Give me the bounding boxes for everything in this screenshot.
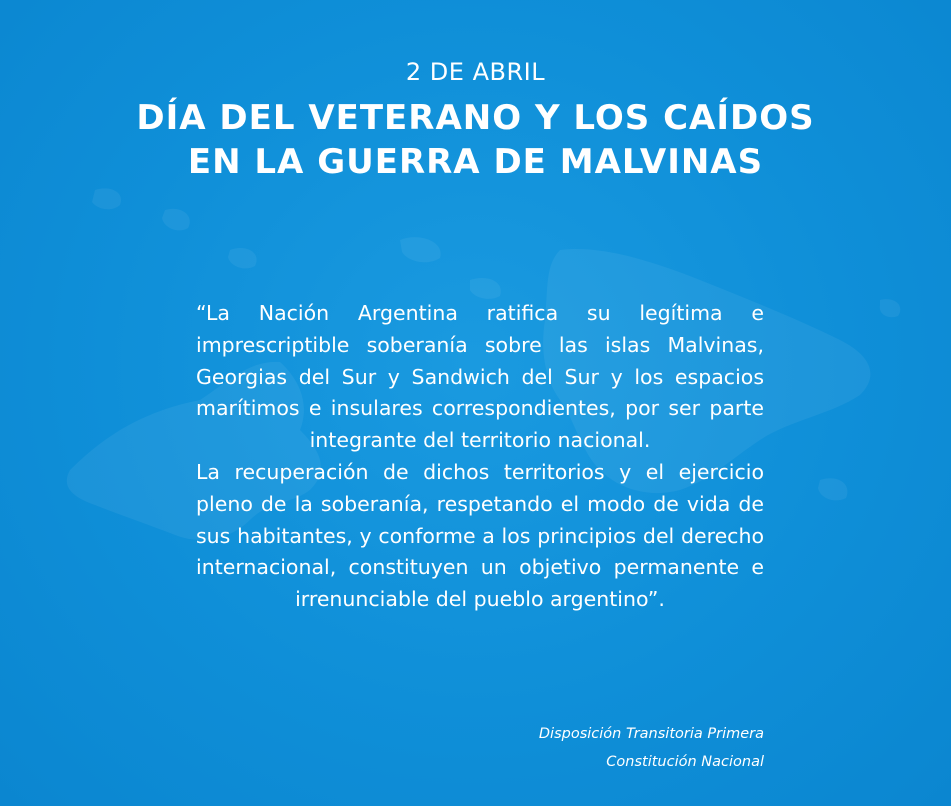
islet-shape xyxy=(162,209,190,231)
islet-shape xyxy=(880,299,901,317)
title-line-1: DÍA DEL VETERANO Y LOS CAÍDOS xyxy=(136,98,815,138)
date-heading: 2 DE ABRIL xyxy=(405,58,546,86)
islet-shape xyxy=(400,237,441,262)
source-line-1: Disposición Transitoria Primera xyxy=(538,726,764,742)
islet-shape xyxy=(818,478,847,500)
islet-shape xyxy=(470,278,501,299)
islet-shape xyxy=(92,188,121,209)
title-line-2: EN LA GUERRA DE MALVINAS xyxy=(187,142,764,182)
islet-shape xyxy=(228,248,257,268)
page-title xyxy=(0,96,951,184)
quote-paragraph-1: “La Nación Argentina ratifica su legítima e imprescriptible soberanía sobre las islas Malvinas, Georgias del Sur y Sandwich del Sur y los espacios marítimos e insulares correspondientes, por ser parte integrante del territorio nacional. xyxy=(196,301,764,453)
quote-source xyxy=(400,720,764,776)
quote-paragraph-2: La recuperación de dichos territorios y el ejercicio pleno de la soberanía, respetando el modo de vida de sus habitantes, y conforme a los principios del derecho internacional, constituyen un objetivo permanente e irrenunciable del pueblo argentino”. xyxy=(196,459,764,612)
header xyxy=(0,56,951,184)
constitution-quote xyxy=(196,298,764,616)
source-line-2: Constitución Nacional xyxy=(606,754,764,770)
